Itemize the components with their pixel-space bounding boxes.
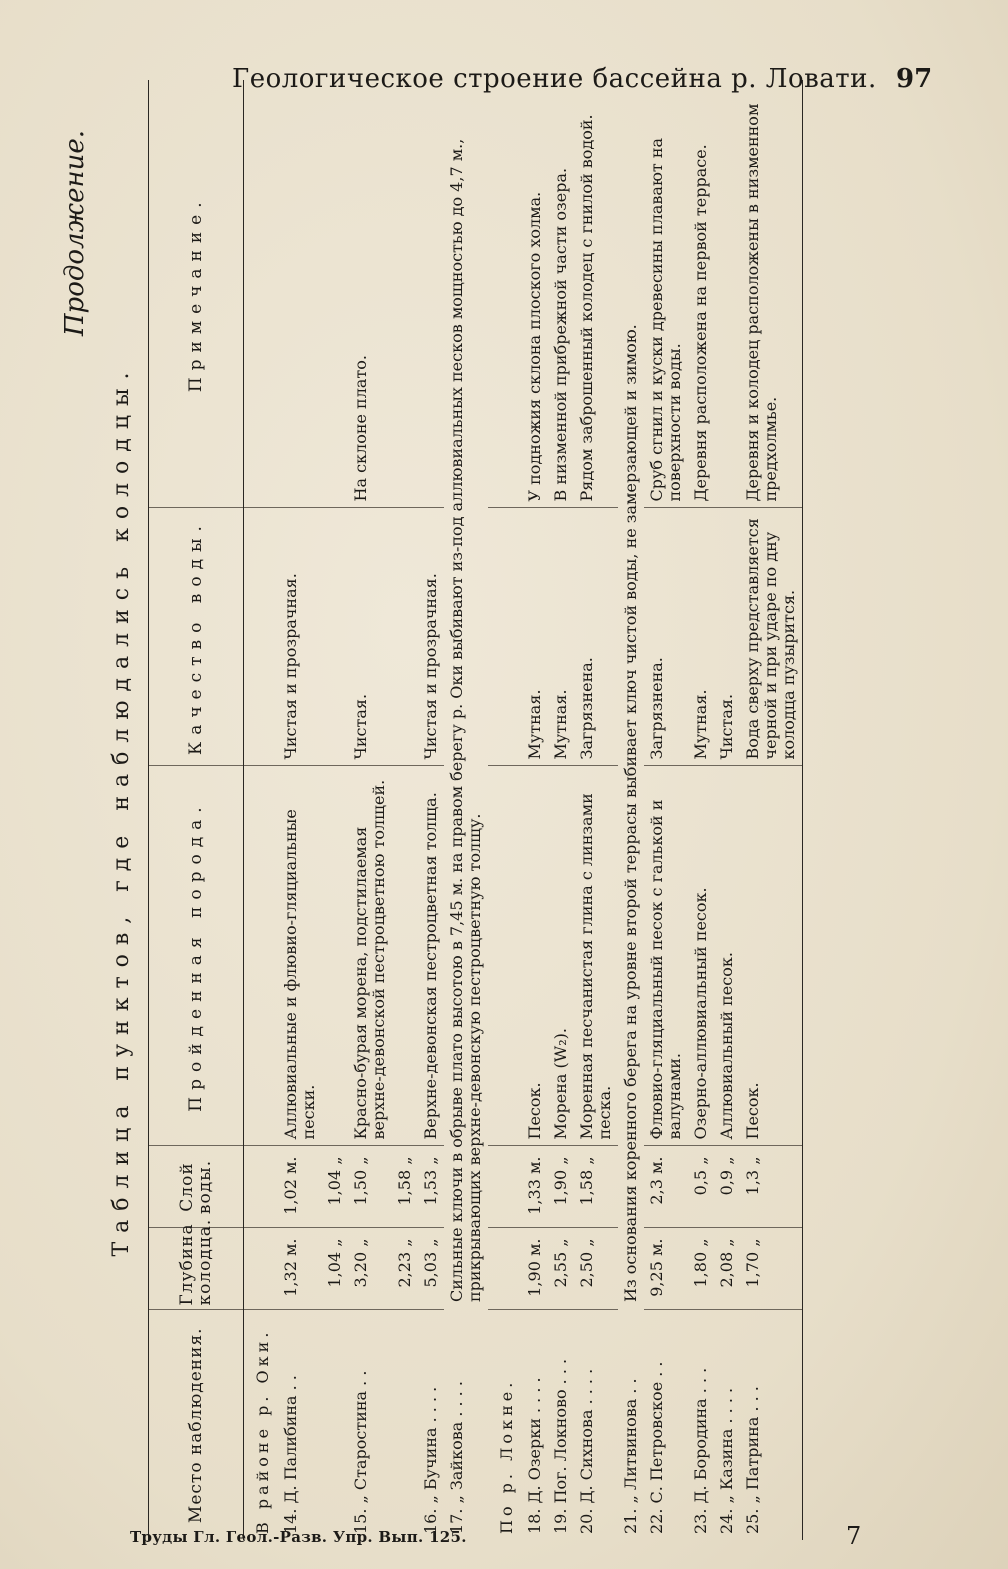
cell-notes: В низменной прибрежной части озера. — [548, 80, 574, 508]
cell-depth: 5,03 „ — [418, 1228, 444, 1310]
cell-rock: Верхне-девонская пестроцветная толща. — [418, 766, 444, 1146]
cell-notes — [714, 80, 740, 508]
cell-notes: У подножия склона плоского холма. — [522, 80, 548, 508]
cell-rock: Аллювиальный песок. — [714, 766, 740, 1146]
cell-depth: 1,80 „ — [688, 1228, 714, 1310]
footer-sheet-number: 7 — [846, 1522, 862, 1550]
region-row — [488, 80, 522, 1540]
table-row — [574, 80, 618, 1540]
table-row — [444, 80, 488, 1540]
table-row — [714, 80, 740, 1540]
cell-rock: Аллювиальные и флювио-гляциальные пески. — [278, 766, 322, 1146]
cell-depth: 2,55 „ — [548, 1228, 574, 1310]
cell-place: 19. Пог. Локново . . . — [551, 1358, 570, 1534]
cell-place: 22. С. Петровское . . — [647, 1361, 666, 1534]
cell-quality: Мутная. — [522, 508, 548, 766]
continuation-label: Продолжение. — [60, 130, 90, 337]
cell-rock: Песок. — [522, 766, 548, 1146]
table-row — [418, 80, 444, 1540]
cell-place: 16. „ Бучина . . . . — [421, 1386, 440, 1534]
cell-place: 15. „ Старостина . . — [351, 1370, 370, 1534]
cell-quality: Чистая. — [348, 508, 392, 766]
cell-layer: 1,02 м. — [278, 1146, 322, 1228]
cell-depth: 1,90 м. — [522, 1228, 548, 1310]
cell-layer: 1,33 м. — [522, 1146, 548, 1228]
region-heading: По р. Локне. — [497, 1378, 516, 1534]
column-header-notes: Примечание. — [149, 80, 244, 508]
table-row — [740, 80, 803, 1540]
page-number: 97 — [896, 64, 933, 94]
cell-place: 18. Д. Озерки . . . . — [525, 1377, 544, 1534]
cell-notes: Рядом заброшенный колодец с гнилой водой. — [574, 80, 618, 508]
cell-notes — [322, 80, 348, 508]
table-caption: Таблица пунктов, где наблюдались колодцы. — [109, 363, 134, 1257]
cell-depth: 9,25 м. — [644, 1228, 688, 1310]
column-header-quality: Качество воды. — [149, 508, 244, 766]
cell-depth: 1,32 м. — [278, 1228, 322, 1310]
table-row — [644, 80, 688, 1540]
cell-depth: 3,20 „ — [348, 1228, 392, 1310]
cell-notes: Сруб сгнил и куски древесины плавают на поверхности воды. — [644, 80, 688, 508]
cell-quality — [392, 508, 418, 766]
table-row — [322, 80, 348, 1540]
cell-layer: 1,58 „ — [392, 1146, 418, 1228]
cell-quality: Загрязнена. — [574, 508, 618, 766]
cell-rock: Озерно-аллювиальный песок. — [688, 766, 714, 1146]
table-row — [548, 80, 574, 1540]
cell-rock: Морена (W₂). — [548, 766, 574, 1146]
region-heading: В районе р. Оки. — [253, 1328, 272, 1534]
cell-quality: Мутная. — [688, 508, 714, 766]
cell-layer: 0,9 „ — [714, 1146, 740, 1228]
cell-layer: 2,3 м. — [644, 1146, 688, 1228]
cell-quality — [322, 508, 348, 766]
cell-layer: 1,3 „ — [740, 1146, 803, 1228]
cell-quality: Чистая и прозрачная. — [278, 508, 322, 766]
cell-quality: Вода сверху представляется черной и при ударе по дну колодца пузырится. — [740, 508, 803, 766]
cell-place: 20. Д. Сихнова . . . . — [577, 1368, 596, 1534]
cell-layer: 0,5 „ — [688, 1146, 714, 1228]
cell-notes — [392, 80, 418, 508]
table-row — [688, 80, 714, 1540]
cell-notes — [278, 80, 322, 508]
cell-place: 21. „ Литвинова . . — [621, 1378, 640, 1534]
cell-notes: На склоне плато. — [348, 80, 392, 508]
cell-place — [392, 1310, 418, 1540]
cell-place: 17. „ Зайкова . . . . — [447, 1381, 466, 1534]
cell-rock: Флювио-гляциальный песок с галькой и валунами. — [644, 766, 688, 1146]
cell-span-note: Сильные ключи в обрыве плато высотою в 7,45 м. на правом берегу р. Оки выбивают из-под аллювиальных песков мощностью до 4,7 м., прикрывающих верхне-девонскую пестроцветную толщу. — [447, 138, 484, 1302]
cell-quality: Загрязнена. — [644, 508, 688, 766]
cell-notes — [418, 80, 444, 508]
column-header-place: Место наблюдения. — [149, 1310, 244, 1540]
cell-quality: Чистая и прозрачная. — [418, 508, 444, 766]
cell-rock: Песок. — [740, 766, 803, 1146]
table-row — [348, 80, 392, 1540]
cell-notes: Деревня расположена на первой террасе. — [688, 80, 714, 508]
cell-depth: 2,50 „ — [574, 1228, 618, 1310]
table-row — [618, 80, 644, 1540]
cell-layer: 1,53 „ — [418, 1146, 444, 1228]
cell-place: 24. „ Казина . . . . — [717, 1387, 736, 1534]
column-header-rock: Пройденная порода. — [149, 766, 244, 1146]
column-header-depth: Глубина колодца. — [149, 1228, 244, 1310]
cell-rock: Моренная песчанистая глина с линзами песка. — [574, 766, 618, 1146]
table-row — [278, 80, 322, 1540]
cell-rock — [392, 766, 418, 1146]
column-header-layer: Слой воды. — [149, 1146, 244, 1228]
table-row — [392, 80, 418, 1540]
cell-layer: 1,04 „ — [322, 1146, 348, 1228]
cell-depth: 2,08 „ — [714, 1228, 740, 1310]
cell-quality: Чистая. — [714, 508, 740, 766]
wells-table — [148, 80, 803, 1540]
running-header-title: Геологическое строение бассейна р. Ловати. — [232, 64, 877, 94]
footer-source: Труды Гл. Геол.-Разв. Упр. Вып. 125. — [130, 1528, 467, 1546]
cell-layer: 1,50 „ — [348, 1146, 392, 1228]
rotated-table-block — [60, 80, 920, 1540]
table-header-row — [149, 80, 244, 1540]
region-row — [244, 80, 279, 1540]
cell-rock: Красно-бурая морена, подстилаемая верхне-девонской пестроцветною толщей. — [348, 766, 392, 1146]
cell-span-note: Из основания коренного берега на уровне второй террасы выбивает ключ чистой воды, не замерзающей и зимою. — [621, 324, 640, 1302]
cell-layer: 1,90 „ — [548, 1146, 574, 1228]
cell-place: 23. Д. Бородина . . . — [691, 1367, 710, 1534]
cell-place — [322, 1310, 348, 1540]
cell-place: 14. Д. Палибина . . — [281, 1375, 300, 1534]
cell-depth: 1,70 „ — [740, 1228, 803, 1310]
cell-quality: Мутная. — [548, 508, 574, 766]
cell-notes: Деревня и колодец расположены в низменном предхолмье. — [740, 80, 803, 508]
cell-layer: 1,58 „ — [574, 1146, 618, 1228]
cell-depth: 2,23 „ — [392, 1228, 418, 1310]
cell-rock — [322, 766, 348, 1146]
cell-depth: 1,04 „ — [322, 1228, 348, 1310]
cell-place: 25. „ Патрина . . . — [740, 1310, 803, 1540]
table-row — [522, 80, 548, 1540]
